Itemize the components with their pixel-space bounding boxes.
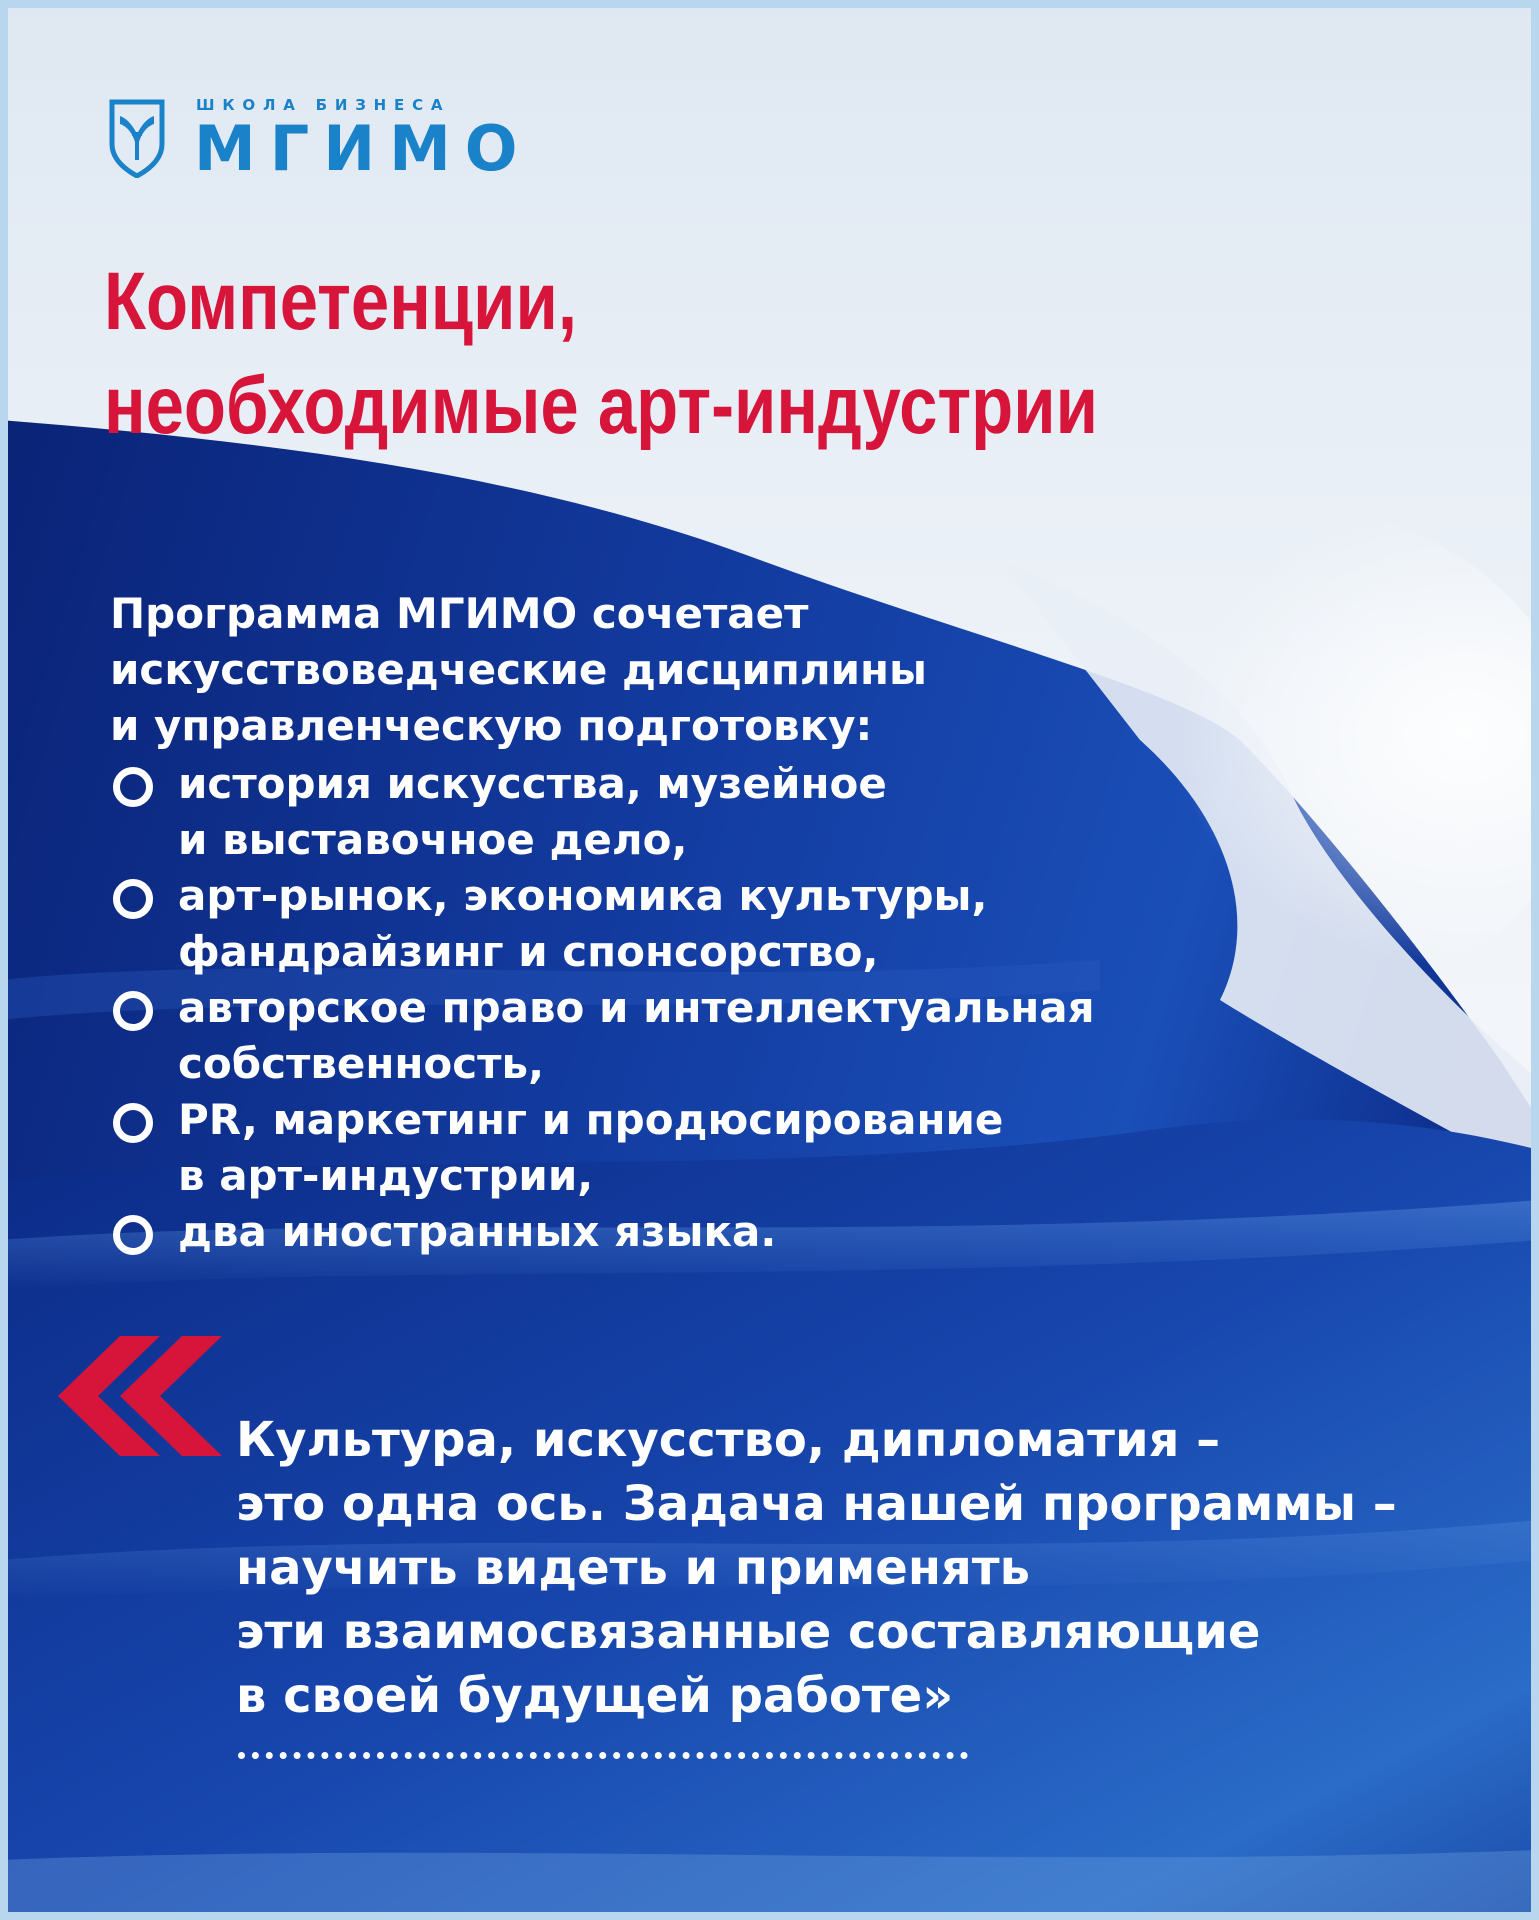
- list-item: [110, 756, 1410, 868]
- list-item-text: и выставочное дело,: [178, 815, 688, 864]
- circle-bullet-icon: [113, 879, 153, 919]
- list-item-text: история искусства, музейное: [178, 759, 887, 808]
- list-item-text: фандрайзинг и спонсорство,: [178, 927, 879, 976]
- intro-text: [110, 586, 1210, 754]
- quote-text: [236, 1408, 1486, 1728]
- intro-line: искусствоведческие дисциплины: [110, 645, 928, 694]
- double-chevron-left-icon: [58, 1336, 228, 1456]
- list-item-text: арт-рынок, экономика культуры,: [178, 871, 988, 920]
- circle-bullet-icon: [113, 1103, 153, 1143]
- circle-bullet-icon: [113, 1215, 153, 1255]
- list-item: [110, 1092, 1410, 1204]
- title-line: необходимые арт-индустрии: [104, 360, 1098, 451]
- list-item: [110, 868, 1410, 980]
- circle-bullet-icon: [113, 991, 153, 1031]
- quote-line: научить видеть и применять: [236, 1540, 1030, 1596]
- logo: [108, 94, 532, 185]
- shield-icon: [108, 98, 166, 178]
- quote-line: эти взаимосвязанные составляющие: [236, 1604, 1261, 1660]
- list-item-text: два иностранных языка.: [178, 1207, 777, 1256]
- intro-line: и управленческую подготовку:: [110, 701, 873, 750]
- logo-subtitle: ШКОЛА БИЗНЕСА: [196, 96, 451, 114]
- intro-line: Программа МГИМО сочетает: [110, 589, 809, 638]
- list-item-text: в арт-индустрии,: [178, 1151, 594, 1200]
- page-title: [104, 250, 1213, 458]
- title-line: Компетенции,: [104, 256, 577, 347]
- dotted-divider: [238, 1752, 968, 1759]
- list-item-text: авторское право и интеллектуальная: [178, 983, 1095, 1032]
- logo-wordmark: МГИМО: [194, 112, 532, 185]
- list-item-text: собственность,: [178, 1039, 545, 1088]
- quote-line: Культура, искусство, дипломатия –: [236, 1412, 1221, 1468]
- quote-line: это одна ось. Задача нашей программы –: [236, 1476, 1397, 1532]
- list-item: [110, 1204, 1410, 1260]
- circle-bullet-icon: [113, 767, 153, 807]
- competency-list: [110, 756, 1410, 1260]
- list-item-text: PR, маркетинг и продюсирование: [178, 1095, 1004, 1144]
- quote-line: в своей будущей работе»: [236, 1668, 954, 1724]
- list-item: [110, 980, 1410, 1092]
